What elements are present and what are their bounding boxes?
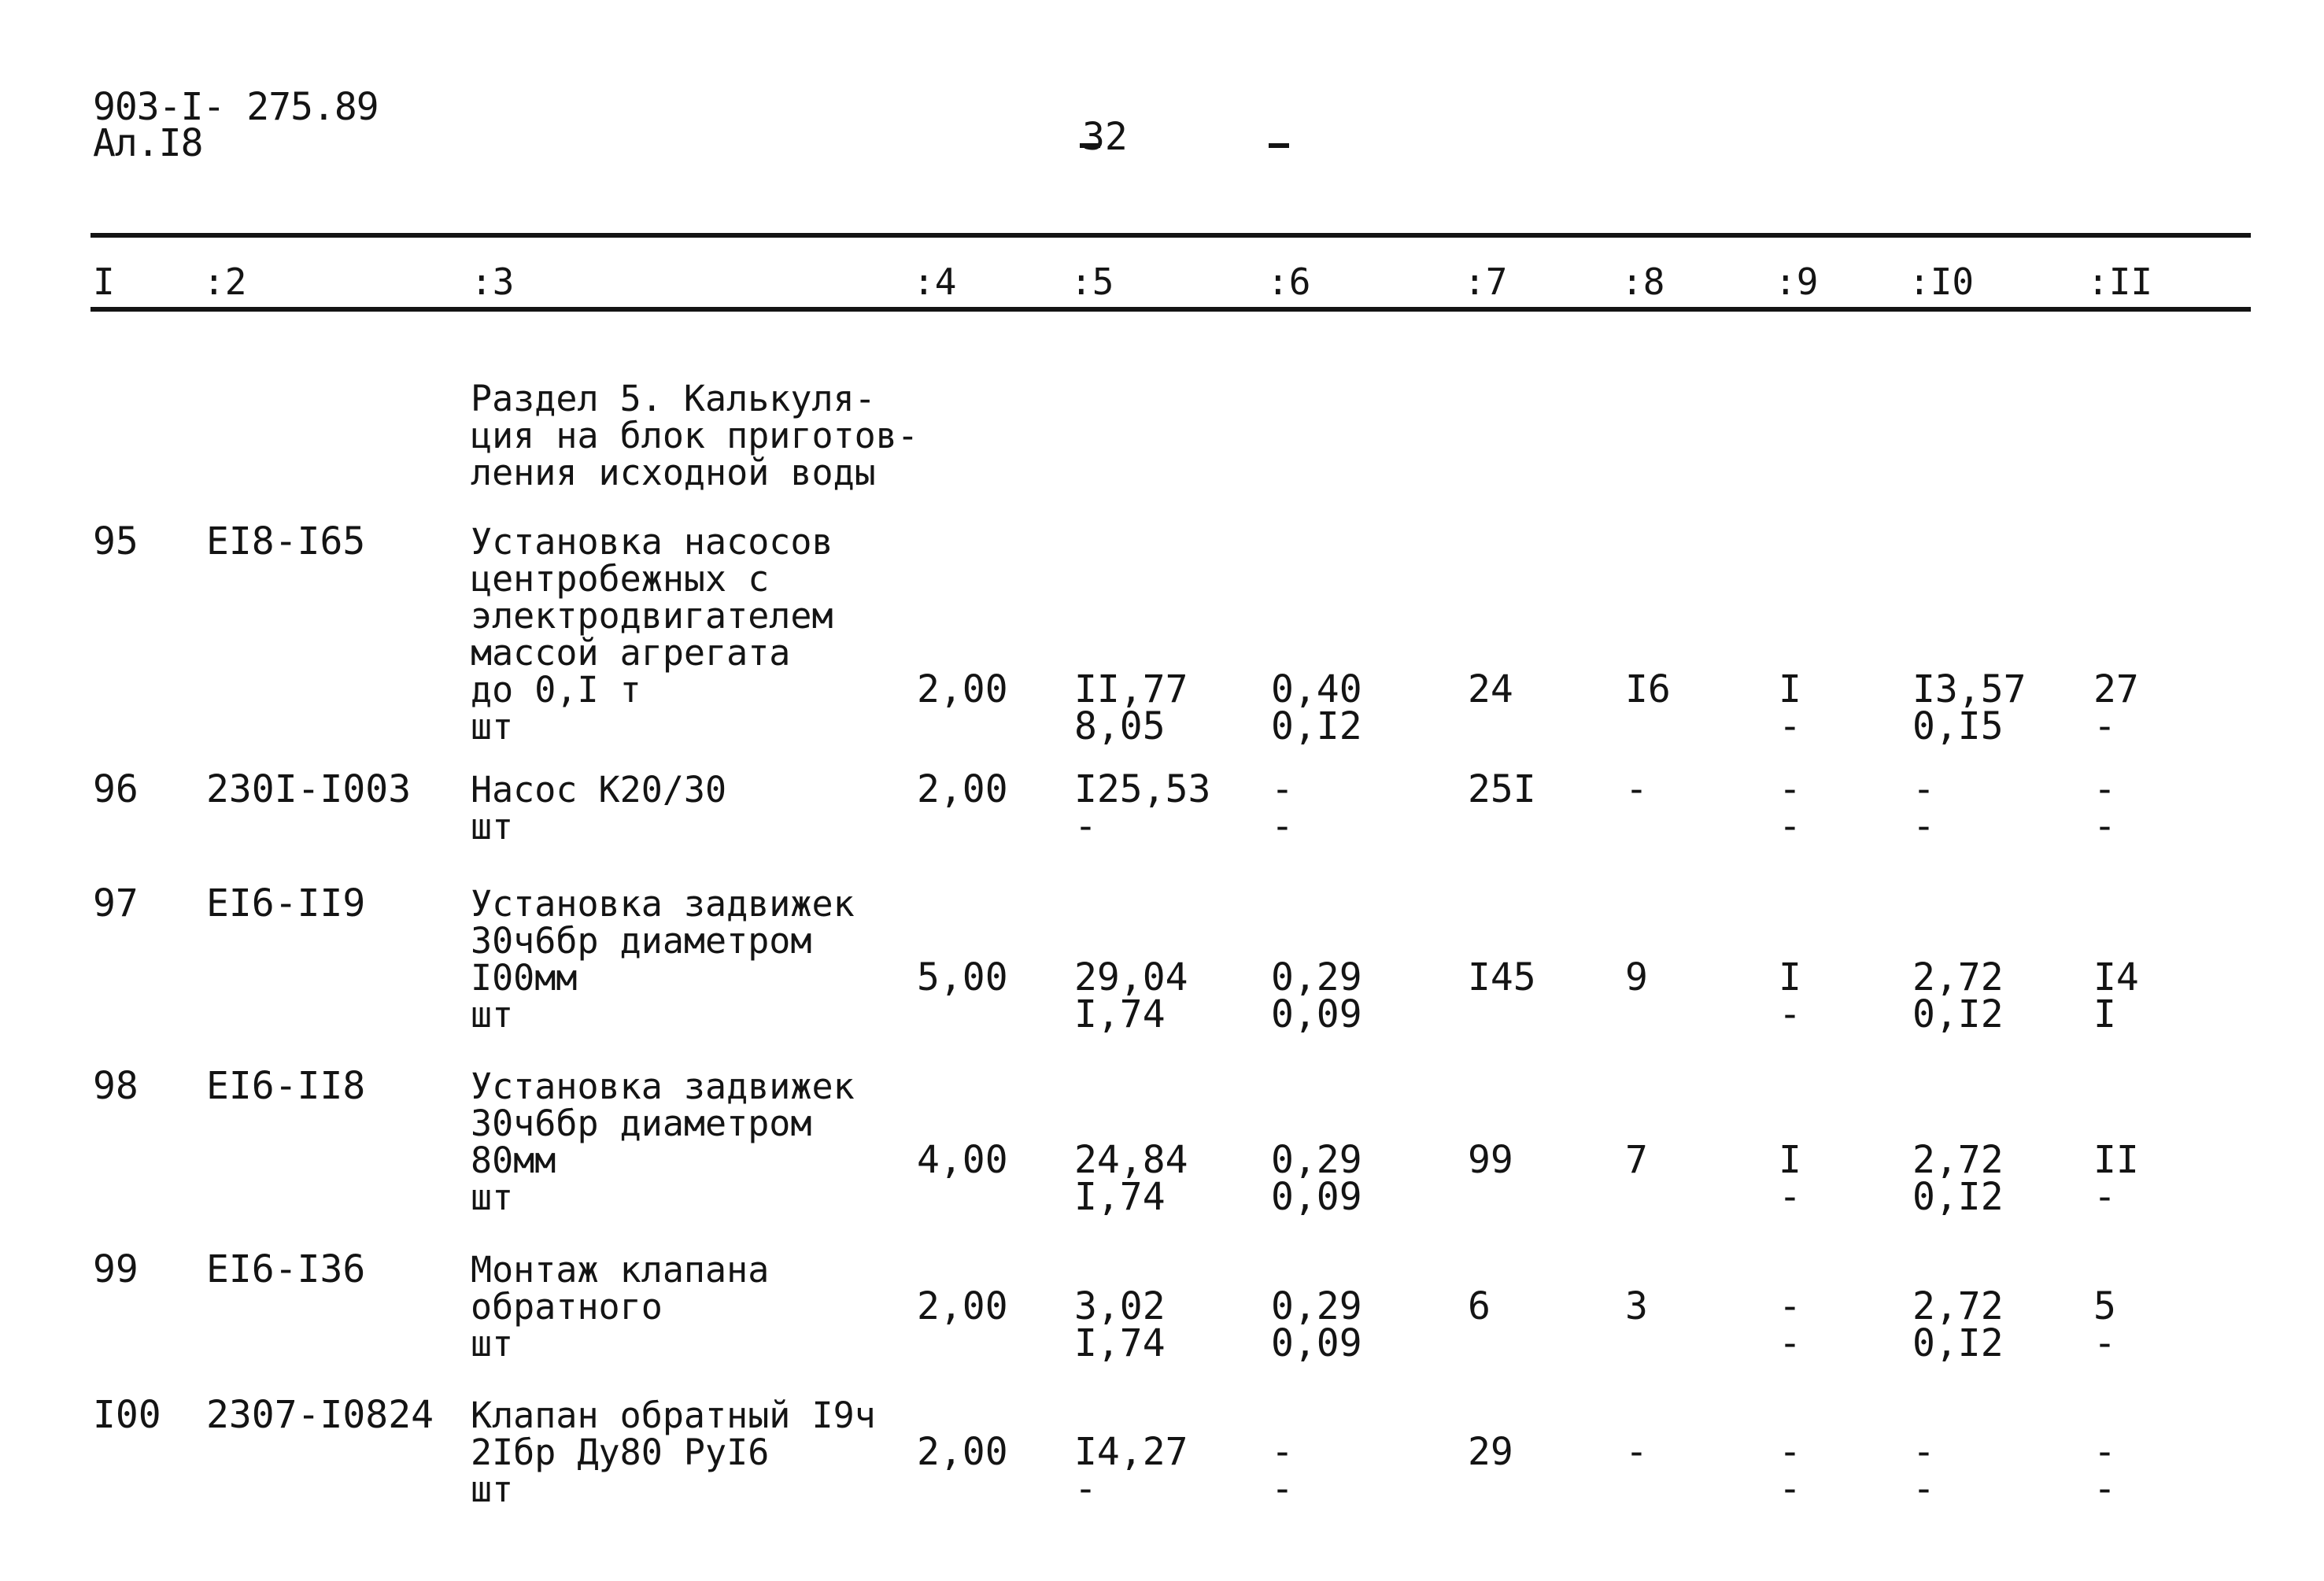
col11-value: 5 - (2093, 1284, 2116, 1365)
column-header-1: I (93, 260, 115, 303)
column-header-10: :I0 (1908, 260, 1975, 303)
work-description: Установка насосов центробежных с электродвигателем массой агрегата до 0,I т шт (471, 521, 833, 748)
work-description: Клапан обратный I9ч 2Iбр Ду80 РуI6 шт (471, 1394, 876, 1510)
wage-cost: 0,29 0,09 (1271, 955, 1362, 1036)
column-header-6: :6 (1267, 260, 1311, 303)
total-cost: 24 (1468, 667, 1513, 711)
labor-cost: 2,72 0,I2 (1912, 1284, 2004, 1365)
labor-cost: 2,72 0,I2 (1912, 1138, 2004, 1219)
wage-cost: 0,40 0,I2 (1271, 667, 1362, 748)
row-number: I00 (93, 1393, 161, 1437)
section-title: Раздел 5. Калькуля- ция на блок приготов- ления исходной воды (471, 378, 918, 493)
unit-cost: 3,02 I,74 (1074, 1284, 1166, 1365)
unit-cost: I25,53 - (1074, 767, 1211, 848)
col11-value: - - (2093, 1430, 2116, 1511)
unit-cost: I4,27 - (1074, 1430, 1188, 1511)
col9-value: - - (1779, 767, 1801, 848)
column-header-8: :8 (1621, 260, 1665, 303)
total-cost: 99 (1468, 1138, 1513, 1182)
work-description: Установка задвижек 30ч6бр диаметром I00мм шт (471, 883, 855, 1036)
rate-code: EI6-I36 (206, 1247, 366, 1291)
column-header-3: :3 (471, 260, 515, 303)
header-rule-top (91, 233, 2251, 238)
column-header-11: :II (2087, 260, 2153, 303)
col11-value: 27 - (2093, 667, 2139, 748)
row-number: 95 (93, 519, 139, 563)
work-description: Монтаж клапана обратного шт (471, 1249, 770, 1365)
row-number: 98 (93, 1064, 139, 1108)
header-rule-bottom (91, 307, 2251, 312)
rate-code: EI6-II9 (206, 881, 366, 925)
column-header-5: :5 (1070, 260, 1114, 303)
unit-cost: 29,04 I,74 (1074, 955, 1188, 1036)
col9-value: I - (1779, 667, 1801, 748)
page-number-dash-right (1269, 143, 1289, 148)
wage-cost: 0,29 0,09 (1271, 1284, 1362, 1365)
col11-value: - - (2093, 767, 2116, 848)
col9-value: - - (1779, 1284, 1801, 1365)
rate-code: EI8-I65 (206, 519, 366, 563)
document-code: 903-I- 275.89 (93, 85, 379, 129)
column-header-4: :4 (913, 260, 957, 303)
labor-cost: - - (1912, 767, 1935, 848)
machine-cost: 3 (1625, 1284, 1648, 1328)
col11-value: I4 I (2093, 955, 2139, 1036)
column-header-9: :9 (1775, 260, 1819, 303)
unit-cost: 24,84 I,74 (1074, 1138, 1188, 1219)
total-cost: 6 (1468, 1284, 1491, 1328)
machine-cost: - (1625, 767, 1648, 811)
work-description: Установка задвижек 30ч6бр диаметром 80мм шт (471, 1066, 855, 1218)
quantity: 2,00 (917, 667, 1008, 711)
col11-value: II - (2093, 1138, 2139, 1219)
sheet-number: Ал.I8 (93, 121, 203, 165)
machine-cost: 9 (1625, 955, 1648, 999)
work-description: Насос К20/30 шт (471, 769, 727, 848)
row-number: 97 (93, 881, 139, 925)
labor-cost: - - (1912, 1430, 1935, 1511)
quantity: 2,00 (917, 1284, 1008, 1328)
quantity: 2,00 (917, 767, 1008, 811)
machine-cost: 7 (1625, 1138, 1648, 1182)
col9-value: - - (1779, 1430, 1801, 1511)
quantity: 4,00 (917, 1138, 1008, 1182)
page-number: 32 (1082, 115, 1128, 159)
rate-code: EI6-II8 (206, 1064, 366, 1108)
column-header-2: :2 (203, 260, 247, 303)
rate-code: 2307-I0824 (206, 1393, 434, 1437)
machine-cost: I6 (1625, 667, 1671, 711)
quantity: 2,00 (917, 1430, 1008, 1474)
unit-cost: II,77 8,05 (1074, 667, 1188, 748)
total-cost: I45 (1468, 955, 1536, 999)
rate-code: 230I-I003 (206, 767, 412, 811)
wage-cost: - - (1271, 767, 1294, 848)
wage-cost: - - (1271, 1430, 1294, 1511)
col9-value: I - (1779, 1138, 1801, 1219)
col9-value: I - (1779, 955, 1801, 1036)
row-number: 96 (93, 767, 139, 811)
column-header-7: :7 (1464, 260, 1508, 303)
labor-cost: I3,57 0,I5 (1912, 667, 2027, 748)
total-cost: 25I (1468, 767, 1536, 811)
row-number: 99 (93, 1247, 139, 1291)
machine-cost: - (1625, 1430, 1648, 1474)
quantity: 5,00 (917, 955, 1008, 999)
wage-cost: 0,29 0,09 (1271, 1138, 1362, 1219)
total-cost: 29 (1468, 1430, 1513, 1474)
labor-cost: 2,72 0,I2 (1912, 955, 2004, 1036)
